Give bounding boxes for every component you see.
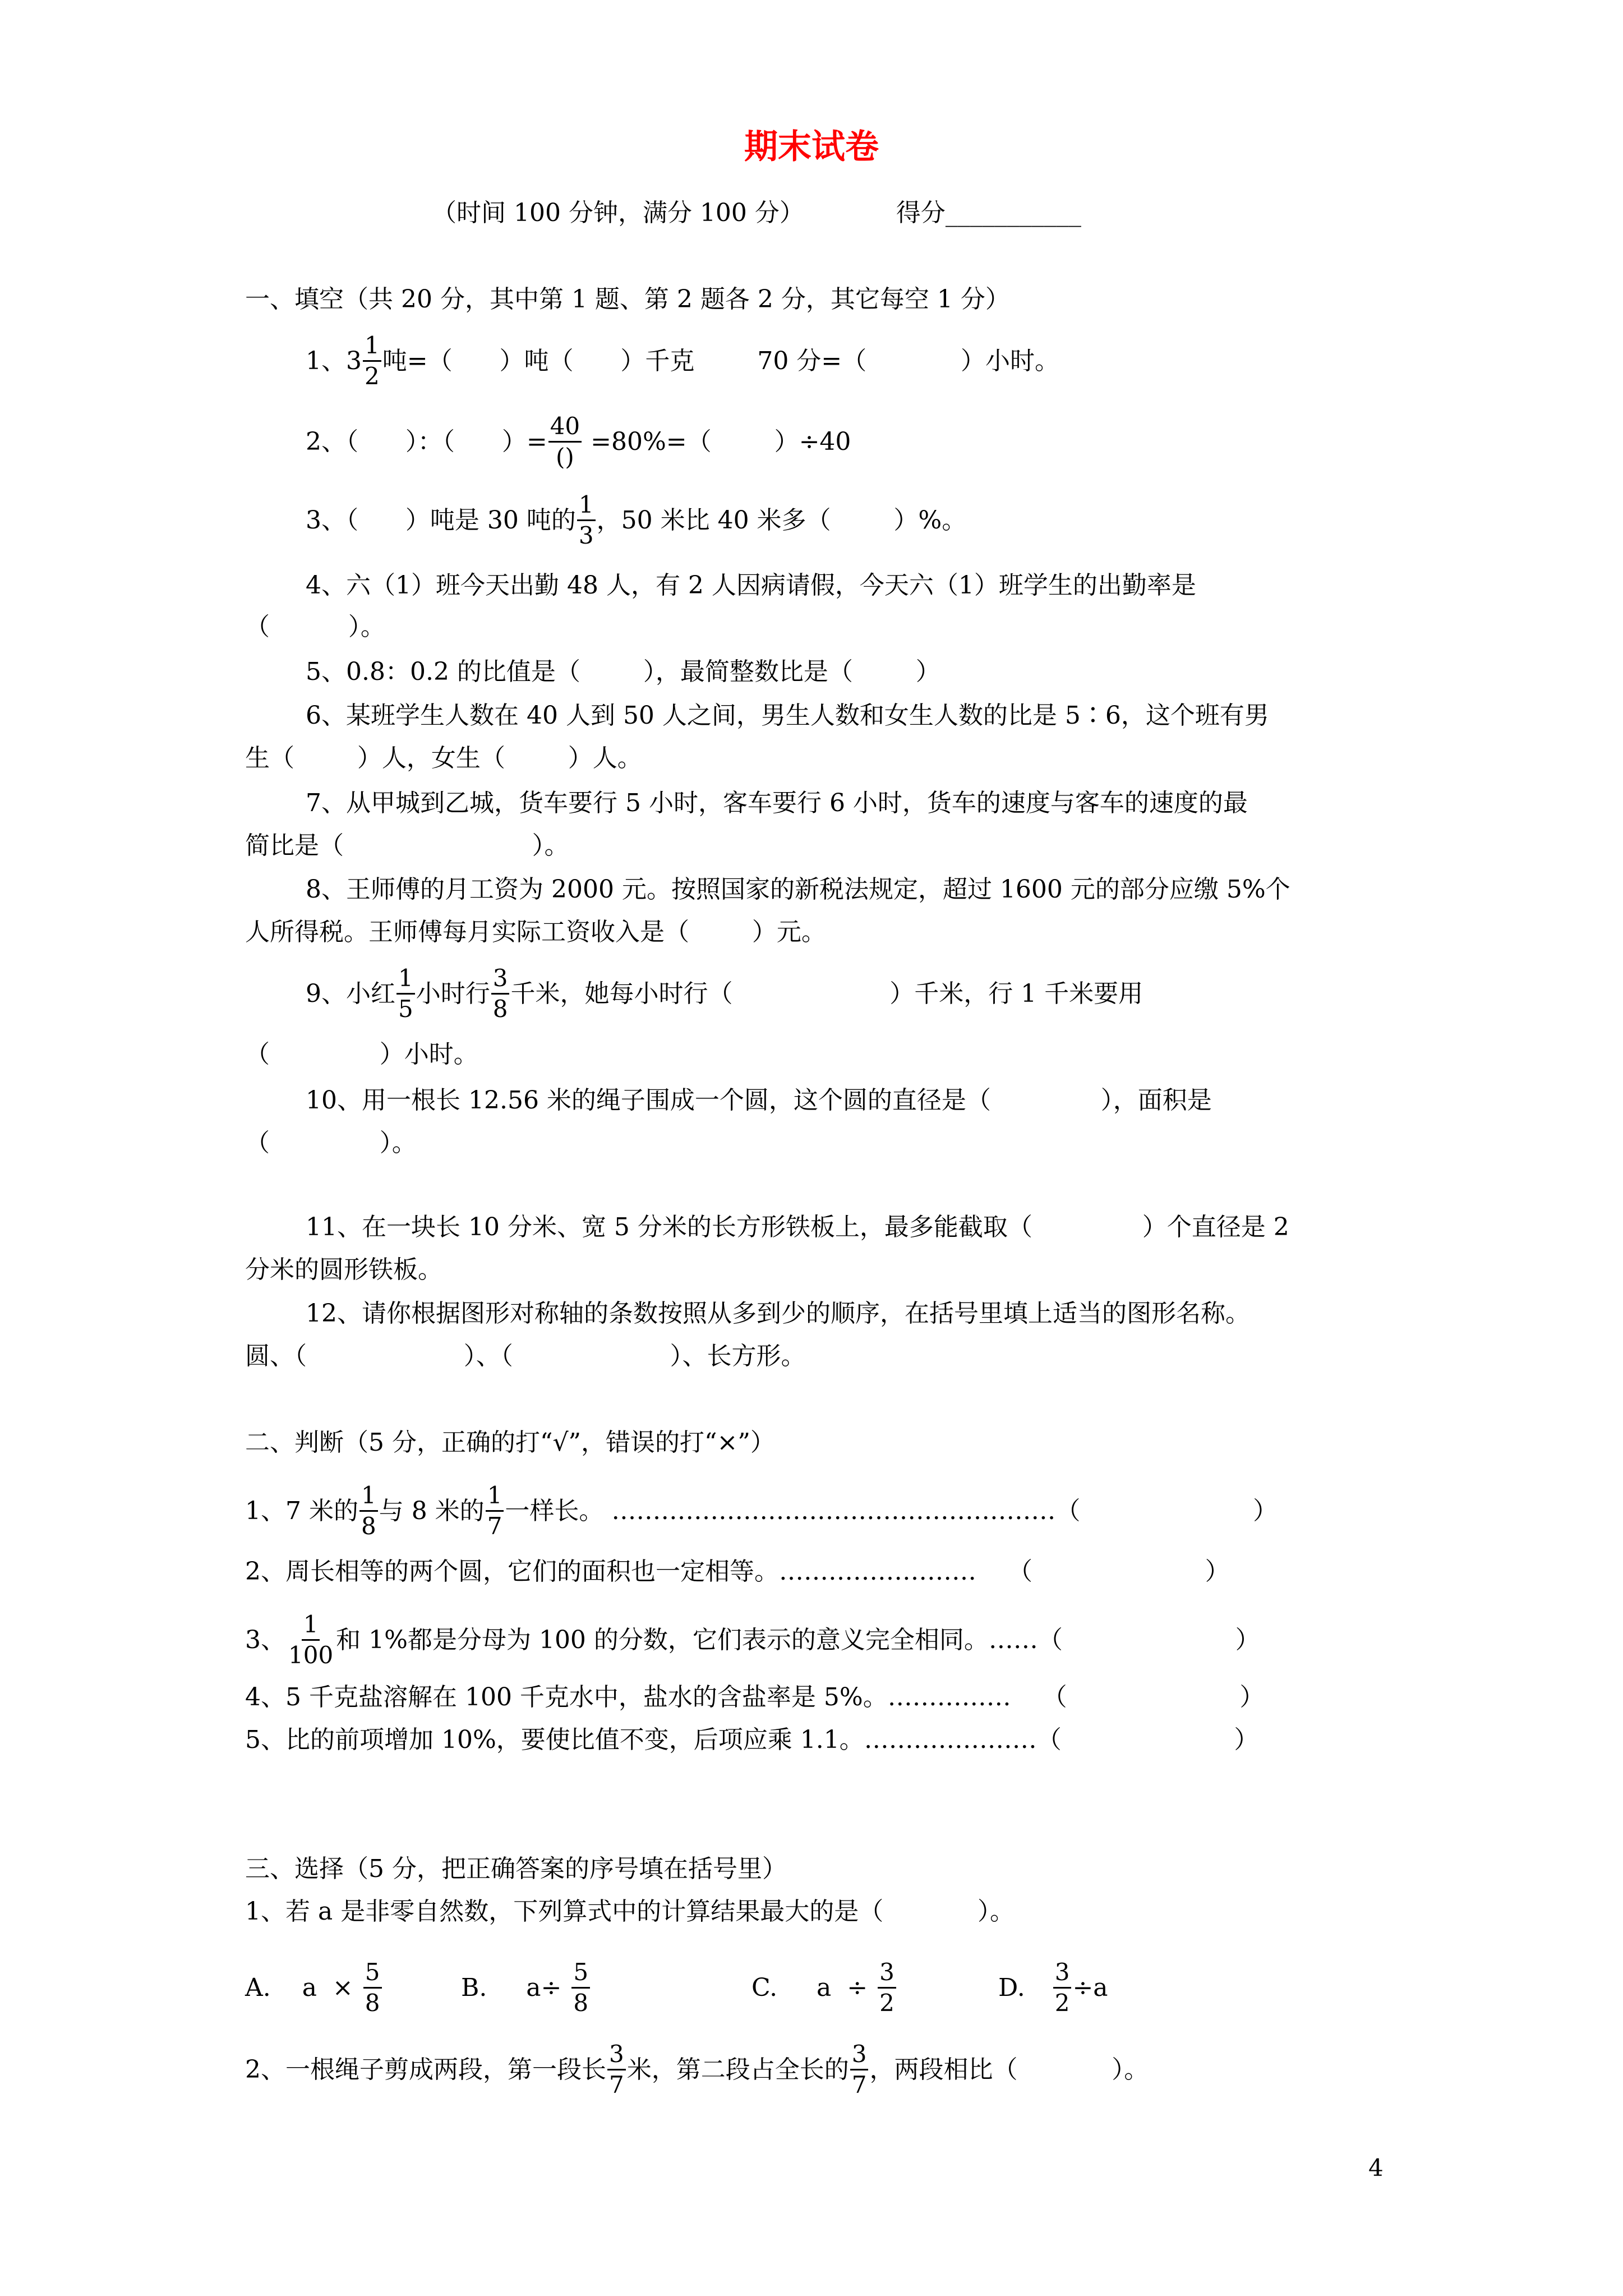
- s1-q1-text-a: 1、3: [306, 346, 362, 375]
- numerator: 3: [850, 2042, 869, 2070]
- fraction: [363, 333, 381, 389]
- page-number: 4: [1368, 2154, 1384, 2182]
- denominator: 5: [398, 995, 413, 1023]
- fraction: [577, 493, 596, 548]
- numerator: 1: [359, 1483, 378, 1512]
- numerator: 1: [486, 1483, 504, 1512]
- denominator: 3: [578, 522, 594, 550]
- s3-q1-stem: 1、若 a 是非零自然数，下列算式中的计算结果最大的是（ ）。: [245, 1897, 1015, 1926]
- s2-q5: 5、比的前项增加 10%，要使比值不变，后项应乘 1.1。…………………（ ）: [245, 1726, 1259, 1754]
- fraction: [287, 1612, 335, 1668]
- s1-q4-line2: （ ）。: [245, 613, 385, 641]
- s3-q2-text-b: ，两段相比（ ）。: [869, 2055, 1149, 2084]
- s1-q5: 5、0.8：0.2 的比值是（ ），最简整数比是（ ）: [306, 657, 940, 686]
- numerator: 1: [577, 493, 596, 521]
- s1-q10-line1: 10、用一根长 12.56 米的绳子围成一个圆，这个圆的直径是（ ），面积是: [306, 1086, 1212, 1115]
- fraction: [607, 2042, 626, 2097]
- fraction: [850, 2042, 869, 2097]
- fraction: [359, 1483, 378, 1539]
- s3-q2-text-a: 2、一根绳子剪成两段，第一段长: [245, 2055, 606, 2084]
- exam-subtitle: [432, 199, 1081, 226]
- s3-q2: [245, 2042, 1149, 2097]
- s2-q1-text-m: 与 8 米的: [379, 1496, 485, 1525]
- s1-q11-line2: 分米的圆形铁板。: [245, 1255, 442, 1284]
- s3-q1-option-d: [998, 1960, 1108, 2016]
- s2-q3: [245, 1612, 1260, 1668]
- s1-q9: [306, 966, 1143, 1022]
- numerator: 3: [491, 966, 510, 995]
- s1-q3: [306, 493, 966, 548]
- s1-q12-line1: 12、请你根据图形对称轴的条数按照从多到少的顺序，在括号里填上适当的图形名称。: [306, 1299, 1250, 1328]
- s2-q1: [245, 1483, 1278, 1539]
- fraction: [1053, 1960, 1072, 2016]
- s2-q3-text-a: 3、: [245, 1625, 285, 1654]
- page-title: 期末试卷: [744, 127, 879, 167]
- s3-q1-option-c: [751, 1960, 897, 2016]
- s1-q4-line1: 4、六（1）班今天出勤 48 人，有 2 人因病请假，今天六（1）班学生的出勤率是: [306, 571, 1196, 600]
- numerator: 3: [607, 2042, 626, 2070]
- s1-q11-line1: 11、在一块长 10 分米、宽 5 分米的长方形铁板上，最多能截取（ ）个直径是 2: [306, 1213, 1289, 1241]
- s1-q9-text-m: 小时行: [416, 979, 490, 1008]
- denominator: 8: [492, 995, 508, 1023]
- s2-q4: 4、5 千克盐溶解在 100 千克水中，盐水的含盐率是 5%。…………… （ ）: [245, 1683, 1265, 1711]
- option-d-suffix: ÷a: [1072, 1973, 1108, 2002]
- section2-heading: 二、判断（5 分，正确的打“√”，错误的打“×”）: [245, 1428, 775, 1457]
- s1-q1: [306, 333, 1059, 389]
- option-d-label: D.: [998, 1973, 1025, 2002]
- s3-q2-text-m: 米，第二段占全长的: [626, 2055, 849, 2084]
- denominator: 8: [365, 1989, 380, 2017]
- s1-q2-text-b: =80%=（ ）÷40: [583, 427, 851, 456]
- numerator: 1: [363, 333, 381, 362]
- section3-heading: 三、选择（5 分，把正确答案的序号填在括号里）: [245, 1855, 787, 1883]
- s1-q9-line2: （ ）小时。: [245, 1040, 478, 1069]
- numerator: 3: [878, 1960, 896, 1989]
- section1-heading: 一、填空（共 20 分，其中第 1 题、第 2 题各 2 分，其它每空 1 分）: [245, 285, 1010, 314]
- fraction: [363, 1960, 382, 2016]
- s1-q2: [306, 414, 851, 470]
- score-label: 得分___________: [896, 198, 1081, 227]
- s1-q12-line2: 圆、（ ）、（ ）、长方形。: [245, 1342, 806, 1370]
- denominator: 8: [573, 1989, 589, 2017]
- numerator: 1: [396, 966, 415, 995]
- numerator: 3: [1053, 1960, 1072, 1989]
- s3-q1-option-b: [461, 1960, 591, 2016]
- denominator: 7: [851, 2071, 867, 2099]
- fraction: [878, 1960, 896, 2016]
- numerator: 1: [302, 1612, 320, 1641]
- numerator: 40: [548, 414, 582, 443]
- option-b-label: B. a÷: [461, 1973, 562, 2002]
- s2-q1-text-a: 1、7 米的: [245, 1496, 358, 1525]
- s1-q8-line2: 人所得税。王师傅每月实际工资收入是（ ）元。: [245, 918, 826, 946]
- s1-q6-line1: 6、某班学生人数在 40 人到 50 人之间，男生人数和女生人数的比是 5∶6，这个班有男: [306, 701, 1269, 730]
- s1-q7-line2: 简比是（ ）。: [245, 831, 569, 860]
- s1-q2-text-a: 2、（ ）：（ ）=: [306, 427, 547, 456]
- s1-q1-text-b: 吨=（ ）吨（ ）千克 70 分=（ ）小时。: [382, 346, 1060, 375]
- s1-q7-line1: 7、从甲城到乙城，货车要行 5 小时，客车要行 6 小时，货车的速度与客车的速度的最: [306, 789, 1248, 817]
- denominator: 7: [487, 1512, 502, 1540]
- fraction: [486, 1483, 504, 1539]
- s1-q8-line1: 8、王师傅的月工资为 2000 元。按照国家的新税法规定，超过 1600 元的部分应缴 5%个: [306, 875, 1290, 904]
- denominator: 2: [1054, 1989, 1070, 2017]
- s1-q10-line2: （ ）。: [245, 1129, 417, 1157]
- numerator: 5: [363, 1960, 382, 1989]
- denominator: (): [556, 443, 574, 471]
- denominator: 8: [361, 1512, 376, 1540]
- numerator: 5: [571, 1960, 590, 1989]
- s3-q1-option-a: [245, 1960, 383, 2016]
- option-a-label: A. a ×: [245, 1973, 353, 2002]
- s1-q9-text-b: 千米，她每小时行（ ）千米，行 1 千米要用: [510, 979, 1144, 1008]
- denominator: 2: [365, 362, 380, 390]
- s1-q3-text-b: ，50 米比 40 米多（ ）%。: [596, 505, 967, 535]
- fraction: [548, 414, 582, 470]
- s1-q9-text-a: 9、小红: [306, 979, 395, 1008]
- fraction: [396, 966, 415, 1022]
- option-c-label: C. a ÷: [751, 1973, 868, 2002]
- s1-q3-text-a: 3、（ ）吨是 30 吨的: [306, 505, 576, 535]
- denominator: 2: [879, 1989, 895, 2017]
- denominator: 7: [609, 2071, 624, 2099]
- fraction: [571, 1960, 590, 2016]
- s1-q6-line2: 生（ ）人，女生（ ）人。: [245, 744, 642, 772]
- s2-q3-text-b: 和 1%都是分母为 100 的分数，它们表示的意义完全相同。……（ ）: [336, 1625, 1260, 1654]
- s2-q1-text-b: 一样长。 ………………………………………………（ ）: [505, 1496, 1278, 1525]
- subtitle-text: （时间 100 分钟，满分 100 分）: [432, 198, 804, 227]
- denominator: 100: [288, 1641, 334, 1669]
- s2-q2: 2、周长相等的两个圆，它们的面积也一定相等。…………………… （ ）: [245, 1557, 1230, 1586]
- fraction: [491, 966, 510, 1022]
